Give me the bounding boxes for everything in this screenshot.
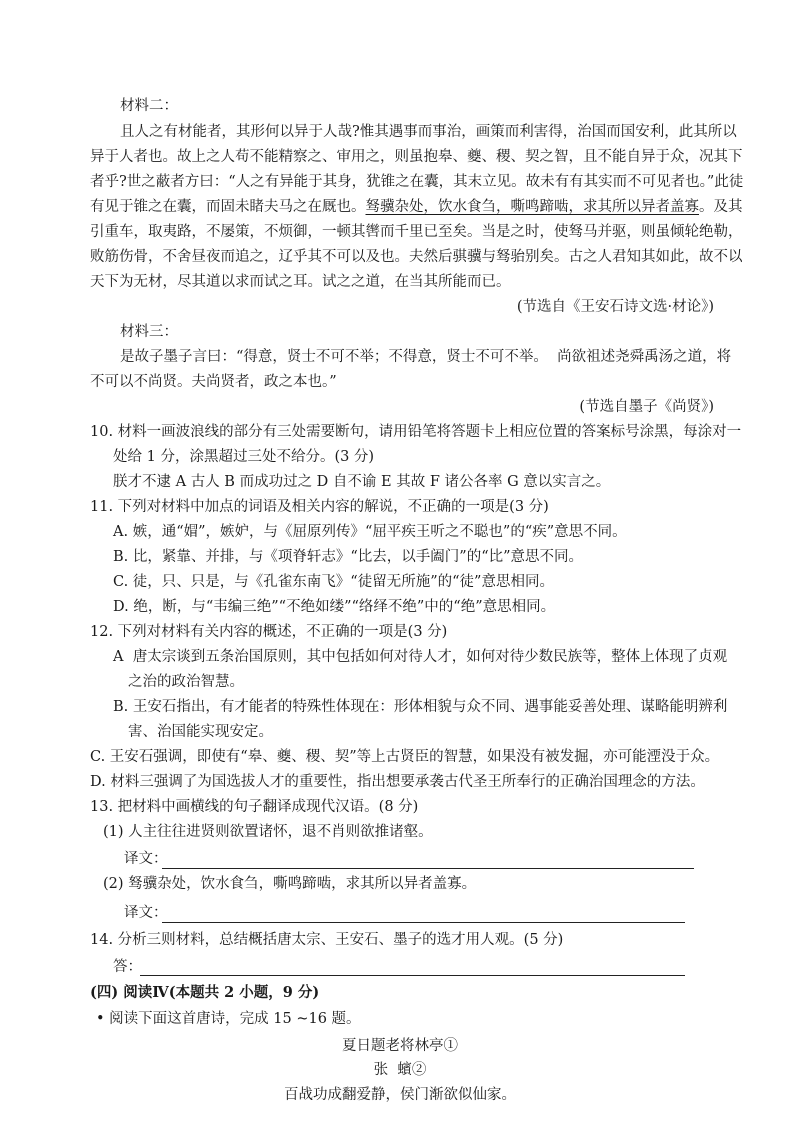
poem-author: 张 蠙② (373, 1062, 427, 1078)
question-12-option-b-cont: 害、治国能实现安定。 (128, 724, 273, 740)
material-2-line: 引重车，取夷路，不屡策，不烦御，一顿其辔而千里已至矣。当是之时，使驽马并驱，则虽倾轮绝勒， (90, 224, 743, 240)
translation-1-answer-line[interactable] (162, 868, 694, 869)
poem-title: 夏日题老将林亭① (342, 1038, 458, 1054)
poem-line: 百战功成翻爱静，侯门渐欲似仙家。 (284, 1087, 516, 1103)
question-10-stem: 处给 1 分，涂黑超过三处不给分。(3 分) (113, 449, 375, 465)
text-before-underline: 有见于锥之在囊，而固未睹夫马之在厩也。 (90, 199, 366, 215)
question-13-sentence-2: (2) 驽骥杂处，饮水食刍，嘶鸣蹄啮，求其所以异者盖寡。 (103, 876, 477, 892)
question-12-option-b[interactable]: B. 王安石指出，有才能者的特殊性体现在：形体相貌与众不同、遇事能妥善处理、谋略能明辨利 (113, 699, 728, 715)
material-2-heading: 材料二： (120, 98, 178, 114)
question-14-answer-line[interactable] (140, 975, 685, 976)
question-12-option-d[interactable]: D. 材料三强调了为国选拔人才的重要性，指出想要承袭古代圣王所奉行的正确治国理念的方法。 (90, 774, 705, 790)
question-13-sentence-1: (1) 人主往往进贤则欲置诸怀，退不肖则欲推诸壑。 (103, 824, 433, 840)
material-3-heading: 材料三： (120, 324, 178, 340)
translation-2-label: 译文： (124, 905, 168, 921)
answer-label: 答： (113, 959, 142, 975)
question-12-option-a-cont: 之治的政治智慧。 (128, 674, 244, 690)
question-10-stem: 10. 材料一画波浪线的部分有三处需要断句，请用铅笔将答题卡上相应位置的答案标号涂黑，每涂对一 (90, 424, 742, 440)
material-2-line: 天下为无材，尽其道以求而试之耳。试之之道，在当其所能而已。 (90, 274, 511, 290)
question-13-stem: 13. 把材料中画横线的句子翻译成现代汉语。(8 分) (90, 799, 419, 815)
question-11-option-d[interactable]: D. 绝，断，与“韦编三绝”“不绝如缕”“络绎不绝”中的“绝”意思相同。 (113, 599, 556, 615)
material-2-line: 且人之有材能者，其形何以异于人哉?惟其遇事而事治，画策而利害得，治国而国安利，此其所以 (120, 124, 737, 140)
question-11-option-a[interactable]: A. 嫉，通“媢”，嫉妒，与《屈原列传》“屈平疾王听之不聪也”的“疾”意思不同。 (113, 524, 627, 540)
material-2-line (90, 197, 743, 217)
question-14-stem: 14. 分析三则材料，总结概括唐太宗、王安石、墨子的选才用人观。(5 分) (90, 932, 564, 948)
text-after-underline: 。及其 (699, 199, 743, 215)
material-2-source: (节选自《王安石诗文选·材论》) (516, 299, 714, 315)
material-3-line: 是故子墨子言曰：“得意，贤士不可不举；不得意，贤士不可不举。 尚欲祖述尧舜禹汤之道，将 (120, 349, 732, 365)
question-10-sentence: 朕才不逮 A 古人 B 而成功过之 D 自不谕 E 其故 F 诸公各率 G 意以实言之。 (113, 474, 611, 490)
question-12-option-a[interactable]: A 唐太宗谈到五条治国原则，其中包括如何对待人才，如何对待少数民族等，整体上体现了贞观 (113, 649, 728, 665)
material-2-line: 者乎?世之蔽者方曰：“人之有异能于其身，犹锥之在囊，其末立见。故未有有其实而不可见者也。”此徒 (90, 174, 744, 190)
section-4-intro: • 阅读下面这首唐诗，完成 15 ~16 题。 (96, 1011, 361, 1027)
translation-1-label: 译文： (124, 851, 168, 867)
question-12-stem: 12. 下列对材料有关内容的概述，不正确的一项是(3 分) (90, 624, 448, 640)
material-3-source: (节选自墨子《尚贤》) (579, 399, 714, 415)
material-2-line: 异于人者也。故上之人苟不能精察之、审用之，则虽抱皋、夔、稷、契之智，且不能自异于众，况其下 (90, 149, 743, 165)
material-3-line: 不可以不尚贤。夫尚贤者，政之本也。” (90, 374, 337, 390)
question-11-stem: 11. 下列对材料中加点的词语及相关内容的解说，不正确的一项是(3 分) (90, 499, 549, 515)
question-12-option-c[interactable]: C. 王安石强调，即使有“皋、夔、稷、契”等上古贤臣的智慧，如果没有被发掘，亦可能湮没于众。 (90, 749, 720, 765)
question-11-option-b[interactable]: B. 比，紧靠、并排，与《项脊轩志》“比去，以手阖门”的“比”意思不同。 (113, 549, 584, 565)
section-4-heading: (四) 阅读Ⅳ(本题共 2 小题，9 分) (90, 984, 320, 1001)
translation-2-answer-line[interactable] (162, 922, 685, 923)
question-11-option-c[interactable]: C. 徒，只、只是，与《孔雀东南飞》“徒留无所施”的“徒”意思相同。 (113, 574, 554, 590)
material-2-line: 败筋伤骨，不舍昼夜而追之，辽乎其不可以及也。夫然后骐骥与驽骀别矣。古之人君知其如此，故不以 (90, 249, 743, 265)
underlined-sentence: 驽骥杂处，饮水食刍，嘶鸣蹄啮，求其所以异者盖寡 (365, 199, 699, 215)
